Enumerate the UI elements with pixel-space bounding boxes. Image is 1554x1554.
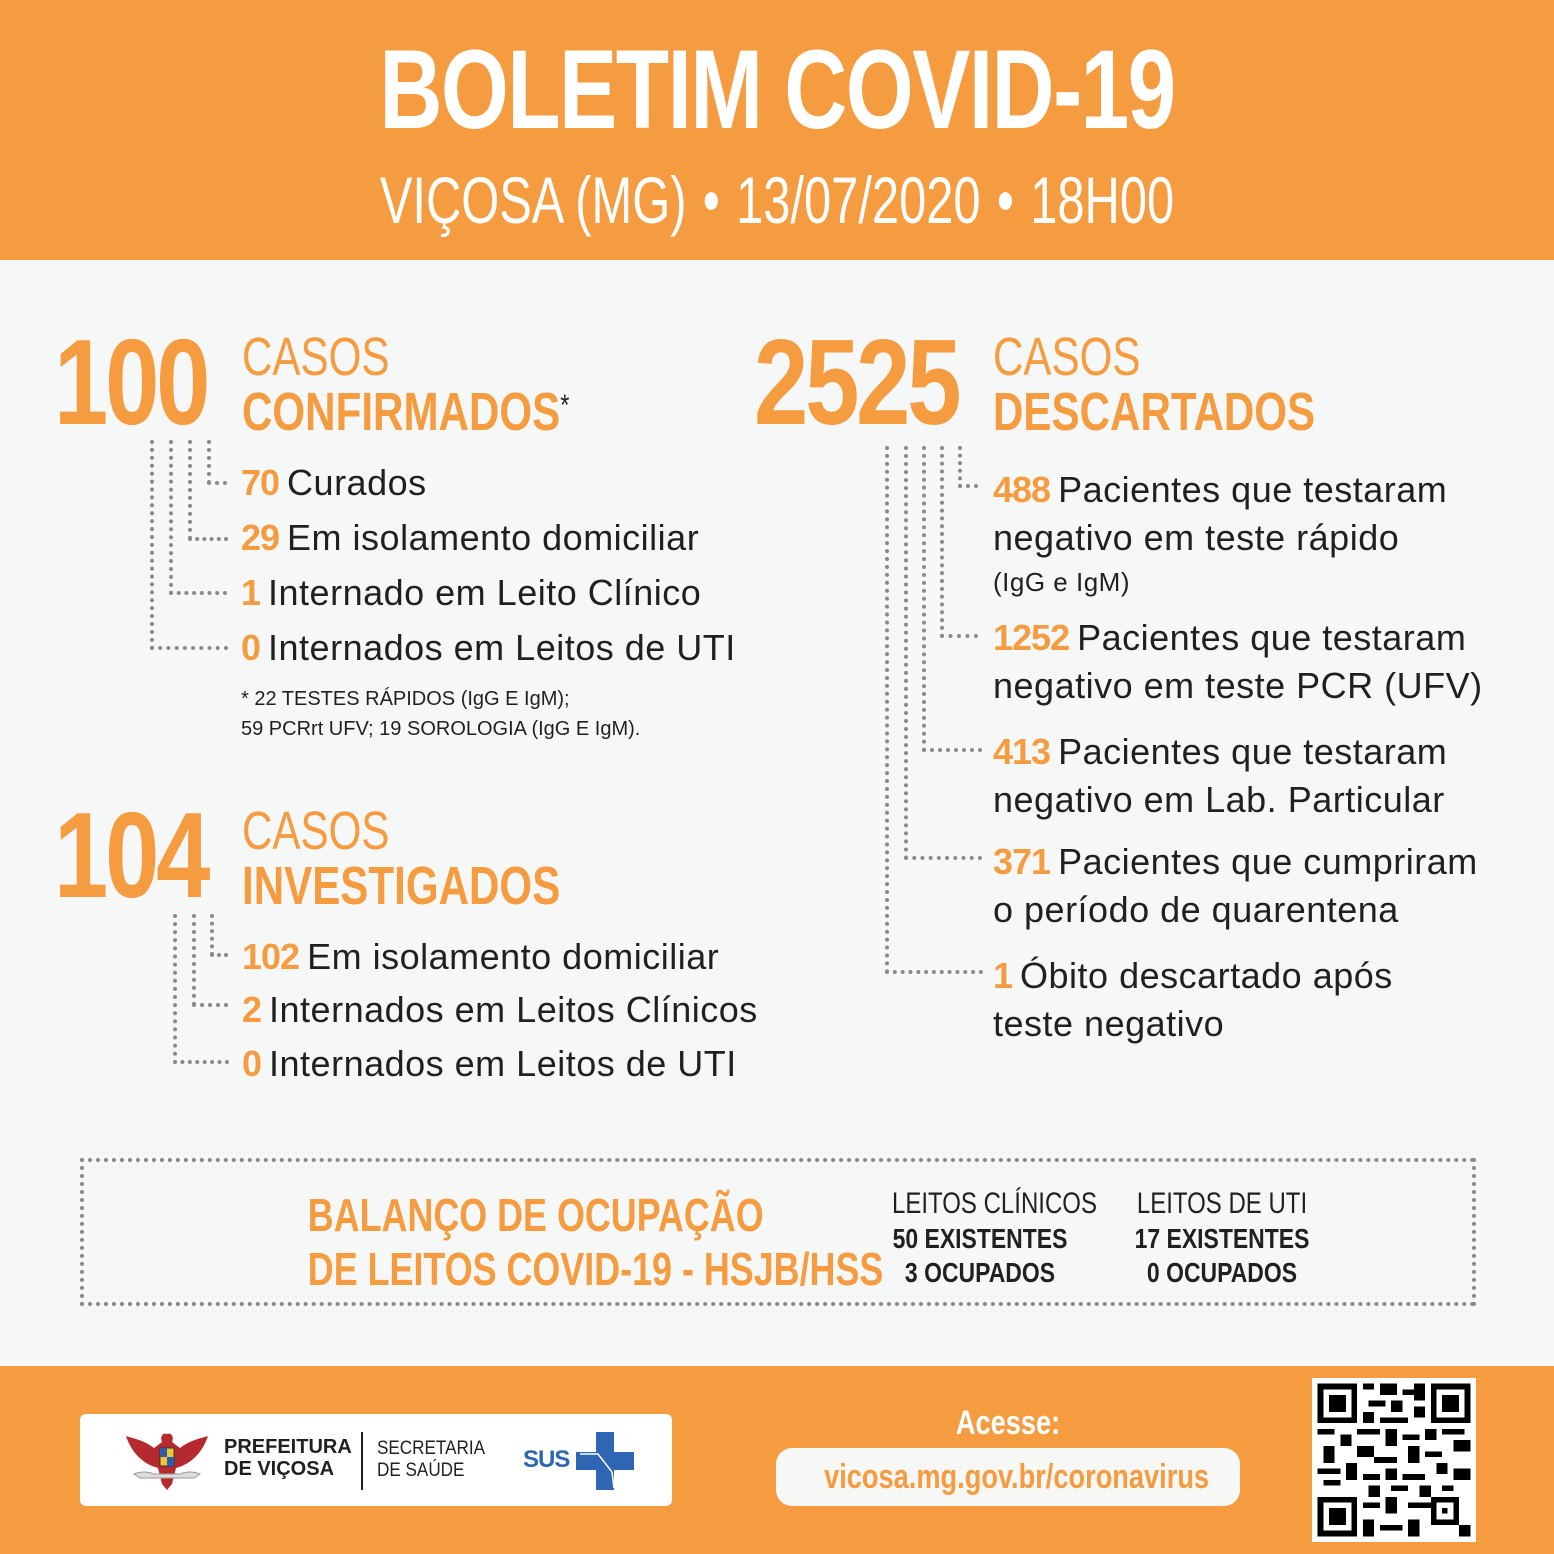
bed-occupancy-title — [307, 1188, 884, 1296]
item-count: 1252 — [993, 617, 1070, 658]
item-count: 488 — [993, 469, 1051, 510]
confirmed-total: 100 — [54, 314, 208, 450]
item-label: Pacientes que cumpriram — [1058, 841, 1478, 882]
connector-line — [169, 591, 227, 595]
connector-line — [210, 914, 214, 956]
logo-panel — [80, 1414, 672, 1506]
footnote-line: 59 PCRrt UFV; 19 SOROLOGIA (IgG E IgM). — [241, 718, 641, 740]
item-count: 102 — [242, 936, 300, 977]
bed-heading: LEITOS CLÍNICOS — [892, 1187, 1097, 1220]
discarded-label-line1: CASOS — [993, 327, 1141, 387]
item-count: 0 — [241, 627, 261, 668]
sus-wordmark: SUS — [523, 1446, 570, 1473]
access-label: Acesse: — [955, 1404, 1061, 1442]
bed-existing: 50 EXISTENTES — [892, 1223, 1068, 1254]
item-label: Pacientes que testaram — [1077, 617, 1467, 658]
connector-line — [958, 446, 962, 488]
city: VIÇOSA (MG) — [379, 163, 687, 237]
item-count: 29 — [241, 517, 280, 558]
item-label: Internados em Leitos Clínicos — [269, 989, 758, 1030]
confirmed-label — [242, 327, 570, 442]
item-label: negativo em teste rápido — [993, 517, 1400, 558]
confirmed-label-line1: CASOS — [242, 327, 390, 387]
connector-line — [940, 446, 944, 638]
investigated-label-line2: INVESTIGADOS — [242, 856, 561, 916]
separator-dot: • — [702, 163, 720, 237]
item-label: Pacientes que testaram — [1058, 469, 1448, 510]
item-count: 413 — [993, 731, 1051, 772]
connector-line — [150, 646, 228, 650]
discarded-total: 2525 — [754, 314, 959, 450]
investigated-item — [242, 937, 719, 977]
connector-line — [150, 440, 154, 650]
discarded-item — [993, 952, 1393, 1048]
secretaria-line: SECRETARIA — [377, 1438, 486, 1459]
item-label: Curados — [287, 462, 427, 503]
item-label: Em isolamento domiciliar — [307, 936, 720, 977]
item-label: Óbito descartado após — [1020, 955, 1393, 996]
asterisk: * — [560, 389, 570, 422]
prefeitura-wordmark — [224, 1436, 352, 1480]
bed-heading: LEITOS DE UTI — [1136, 1187, 1308, 1220]
discarded-item — [993, 614, 1483, 710]
qr-code-icon[interactable] — [1312, 1378, 1476, 1542]
item-count: 1 — [241, 572, 261, 613]
bed-title-line: BALANÇO DE OCUPAÇÃO — [307, 1189, 764, 1241]
item-label: Internado em Leito Clínico — [268, 572, 702, 613]
secretaria-line: DE SAÚDE — [377, 1460, 465, 1481]
icu-beds — [1112, 1186, 1332, 1290]
item-label: Internados em Leitos de UTI — [268, 627, 736, 668]
clinical-beds — [870, 1186, 1097, 1290]
item-label: teste negativo — [993, 1003, 1225, 1044]
footer — [0, 1366, 1554, 1554]
prefeitura-line: PREFEITURA — [224, 1436, 352, 1458]
bed-occupied: 0 OCUPADOS — [1146, 1257, 1298, 1288]
discarded-label — [993, 327, 1316, 442]
connector-line — [210, 953, 228, 957]
bed-title-line: DE LEITOS COVID-19 - HSJB/HSS — [307, 1243, 884, 1295]
connector-line — [192, 1003, 228, 1007]
header-banner — [0, 0, 1554, 260]
separator-dot: • — [996, 163, 1014, 237]
investigated-item — [242, 990, 758, 1030]
connector-line — [207, 481, 227, 485]
investigated-label-line1: CASOS — [242, 801, 390, 861]
item-count: 0 — [242, 1043, 262, 1084]
item-count: 1 — [993, 955, 1013, 996]
connector-line — [904, 856, 982, 860]
connector-line — [169, 440, 173, 595]
item-count: 70 — [241, 462, 280, 503]
item-label: negativo em teste PCR (UFV) — [993, 665, 1483, 706]
crest-eagle-icon — [124, 1428, 210, 1492]
connector-line — [188, 537, 228, 541]
website-link[interactable] — [776, 1448, 1240, 1506]
connector-line — [940, 634, 978, 638]
secretaria-wordmark — [377, 1438, 485, 1482]
confirmed-label-line2 — [242, 384, 569, 440]
logo-divider — [361, 1432, 363, 1490]
bed-occupied: 3 OCUPADOS — [904, 1257, 1056, 1288]
bed-existing: 17 EXISTENTES — [1134, 1223, 1310, 1254]
item-label: Pacientes que testaram — [1058, 731, 1448, 772]
page-title: BOLETIM COVID-19 — [379, 27, 1175, 152]
connector-line — [885, 446, 889, 974]
investigated-item — [242, 1044, 737, 1084]
item-label: Em isolamento domiciliar — [287, 517, 700, 558]
item-sublabel: (IgG e IgM) — [993, 567, 1130, 597]
sus-cross-icon — [576, 1432, 634, 1490]
header-subtitle — [202, 160, 1352, 240]
item-label: o período de quarentena — [993, 889, 1399, 930]
confirmed-item — [241, 628, 736, 668]
date: 13/07/2020 — [736, 163, 981, 237]
item-label: Internados em Leitos de UTI — [269, 1043, 737, 1084]
investigated-total: 104 — [54, 787, 208, 923]
confirmed-footnote — [241, 684, 640, 744]
connector-line — [922, 446, 926, 752]
confirmed-label-text: CONFIRMADOS — [242, 382, 561, 442]
connector-line — [192, 914, 196, 1006]
investigated-label — [242, 801, 561, 916]
prefeitura-line: DE VIÇOSA — [224, 1458, 335, 1480]
discarded-item — [993, 728, 1447, 824]
connector-line — [173, 1060, 229, 1064]
connector-line — [922, 748, 982, 752]
item-label: negativo em Lab. Particular — [993, 779, 1445, 820]
connector-line — [885, 970, 983, 974]
discarded-item — [993, 838, 1478, 934]
time: 18H00 — [1030, 163, 1175, 237]
connector-line — [904, 446, 908, 860]
connector-line — [188, 440, 192, 540]
footnote-line: * 22 TESTES RÁPIDOS (IgG E IgM); — [241, 688, 570, 710]
discarded-label-line2: DESCARTADOS — [993, 382, 1316, 442]
connector-line — [207, 440, 211, 484]
item-count: 371 — [993, 841, 1051, 882]
connector-line — [173, 914, 177, 1064]
confirmed-item — [241, 573, 701, 613]
discarded-item — [993, 466, 1447, 602]
website-url[interactable]: vicosa.mg.gov.br/coronavirus — [824, 1458, 1210, 1496]
confirmed-item — [241, 518, 699, 558]
connector-line — [958, 484, 978, 488]
item-count: 2 — [242, 989, 262, 1030]
confirmed-item — [241, 463, 427, 503]
bed-occupancy-box — [80, 1158, 1476, 1306]
